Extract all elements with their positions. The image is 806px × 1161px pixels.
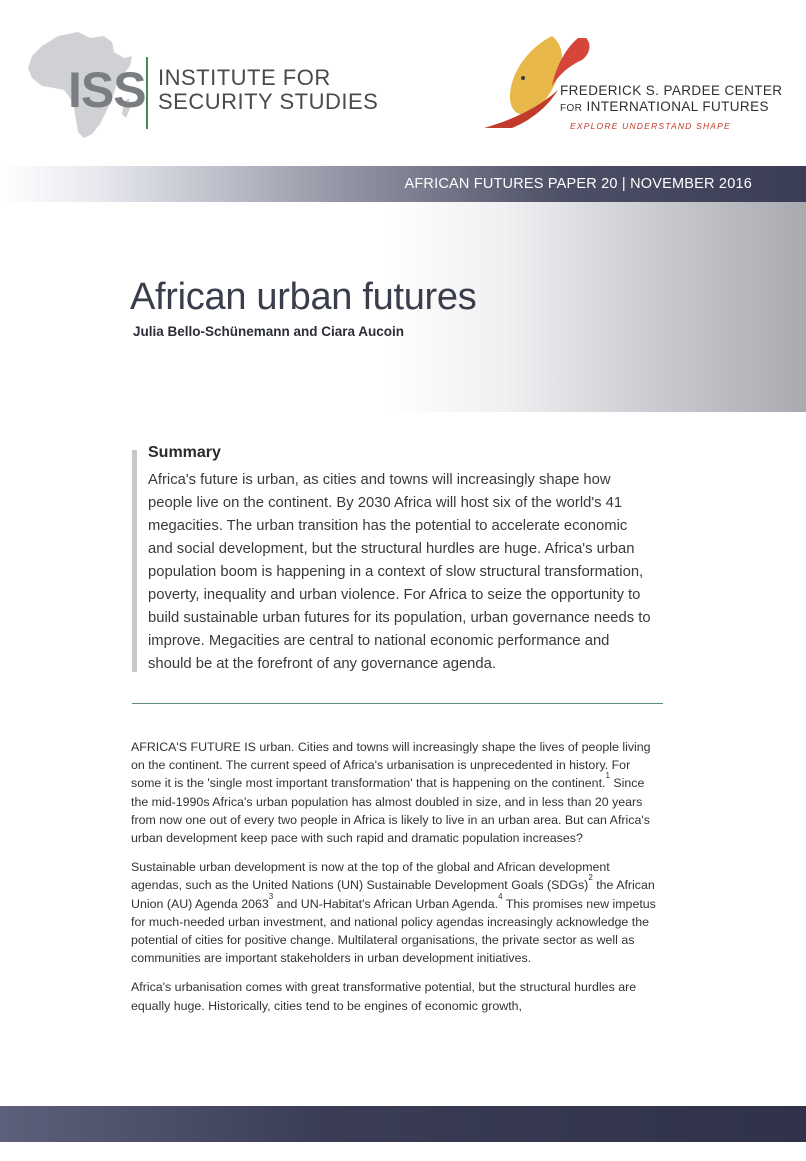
pardee-name-line2 — [560, 99, 782, 117]
footnote-ref-3: 3 — [268, 891, 274, 901]
pardee-logo-name — [560, 83, 782, 131]
iss-name-line2: SECURITY STUDIES — [158, 89, 379, 114]
footnote-ref-2: 2 — [588, 873, 593, 883]
body-p2-text-b: the African Union (AU) Agenda 2063 — [131, 878, 655, 911]
body-p2-text-a: Sustainable urban development is now at the top of the global and African development agendas, such as the United Nations (UN) Sustainable Development Goals (SDGs) — [131, 860, 610, 893]
paper-authors: Julia Bello-Schünemann and Ciara Aucoin — [133, 324, 405, 339]
body-paragraph-1 — [131, 738, 661, 847]
summary-text: Africa's future is urban, as cities and towns will increasingly shape how people live on the continent. By 2030 Africa will host six of the world's 41 megacities. The urban transition has the potential to accelerate economic and social development, but the structural hurdles are huge. Africa's urban population boom is happening in a context of slow structural transformation, poverty, inequality and urban violence. For Africa to seize the opportunity to build sustainable urban futures for its population, urban governance needs to improve. Megacities are central to national economic performance and should be at the forefront of any governance agenda. — [148, 472, 651, 672]
footnote-ref-4: 4 — [498, 891, 503, 901]
pardee-international-futures: INTERNATIONAL FUTURES — [582, 99, 769, 114]
body-paragraph-3 — [131, 978, 661, 1014]
pardee-for: FOR — [560, 103, 583, 114]
footnote-ref-1: 1 — [605, 771, 610, 781]
body-p3-text: Africa's urbanisation comes with great transformative potential, but the structural hurdles are equally huge. Historically, cities tend to be engines of economic growth, — [131, 980, 637, 1013]
summary-heading: Summary — [148, 444, 221, 461]
body-text — [131, 738, 661, 1026]
iss-name-line1: INSTITUTE FOR — [158, 65, 331, 90]
iss-logo-name — [158, 66, 378, 114]
summary-accent-bar — [132, 450, 137, 672]
body-p1-text-b: Since the mid-1990s Africa's urban population has almost doubled in size, and in less than 20 years from now one out of every two people in Africa is likely to live in an urban area. But can Africa's urban development keep pace with such rapid and dramatic population increases? — [131, 776, 650, 846]
body-p1-text-a: AFRICA'S FUTURE IS urban. Cities and towns will increasingly shape the lives of people living on the continent. The current speed of Africa's urbanisation is unprecedented in history. For some it is the 'single most important transformation' that is happening on the continent. — [131, 740, 651, 791]
footer-band — [0, 1106, 806, 1142]
pardee-name-line1: FREDERICK S. PARDEE CENTER — [560, 83, 783, 98]
section-divider — [132, 703, 663, 704]
paper-title: African urban futures — [130, 276, 477, 318]
body-p2-text-d: This promises new impetus for much-needed urban investment, and national policy agendas increasingly acknowledge the potential of cities for positive change. Multilateral organisations, the private sector as well as communities are important stakeholders in urban development initiatives. — [131, 896, 656, 966]
series-label: AFRICAN FUTURES PAPER 20 | NOVEMBER 2016 — [404, 176, 752, 192]
body-paragraph-2 — [131, 858, 661, 967]
iss-logo-divider — [146, 57, 148, 129]
body-p2-text-c: and UN-Habitat's African Urban Agenda. — [273, 896, 499, 911]
iss-logo-abbr: ISS — [68, 62, 146, 118]
pardee-tagline: EXPLORE UNDERSTAND SHAPE — [570, 121, 731, 131]
